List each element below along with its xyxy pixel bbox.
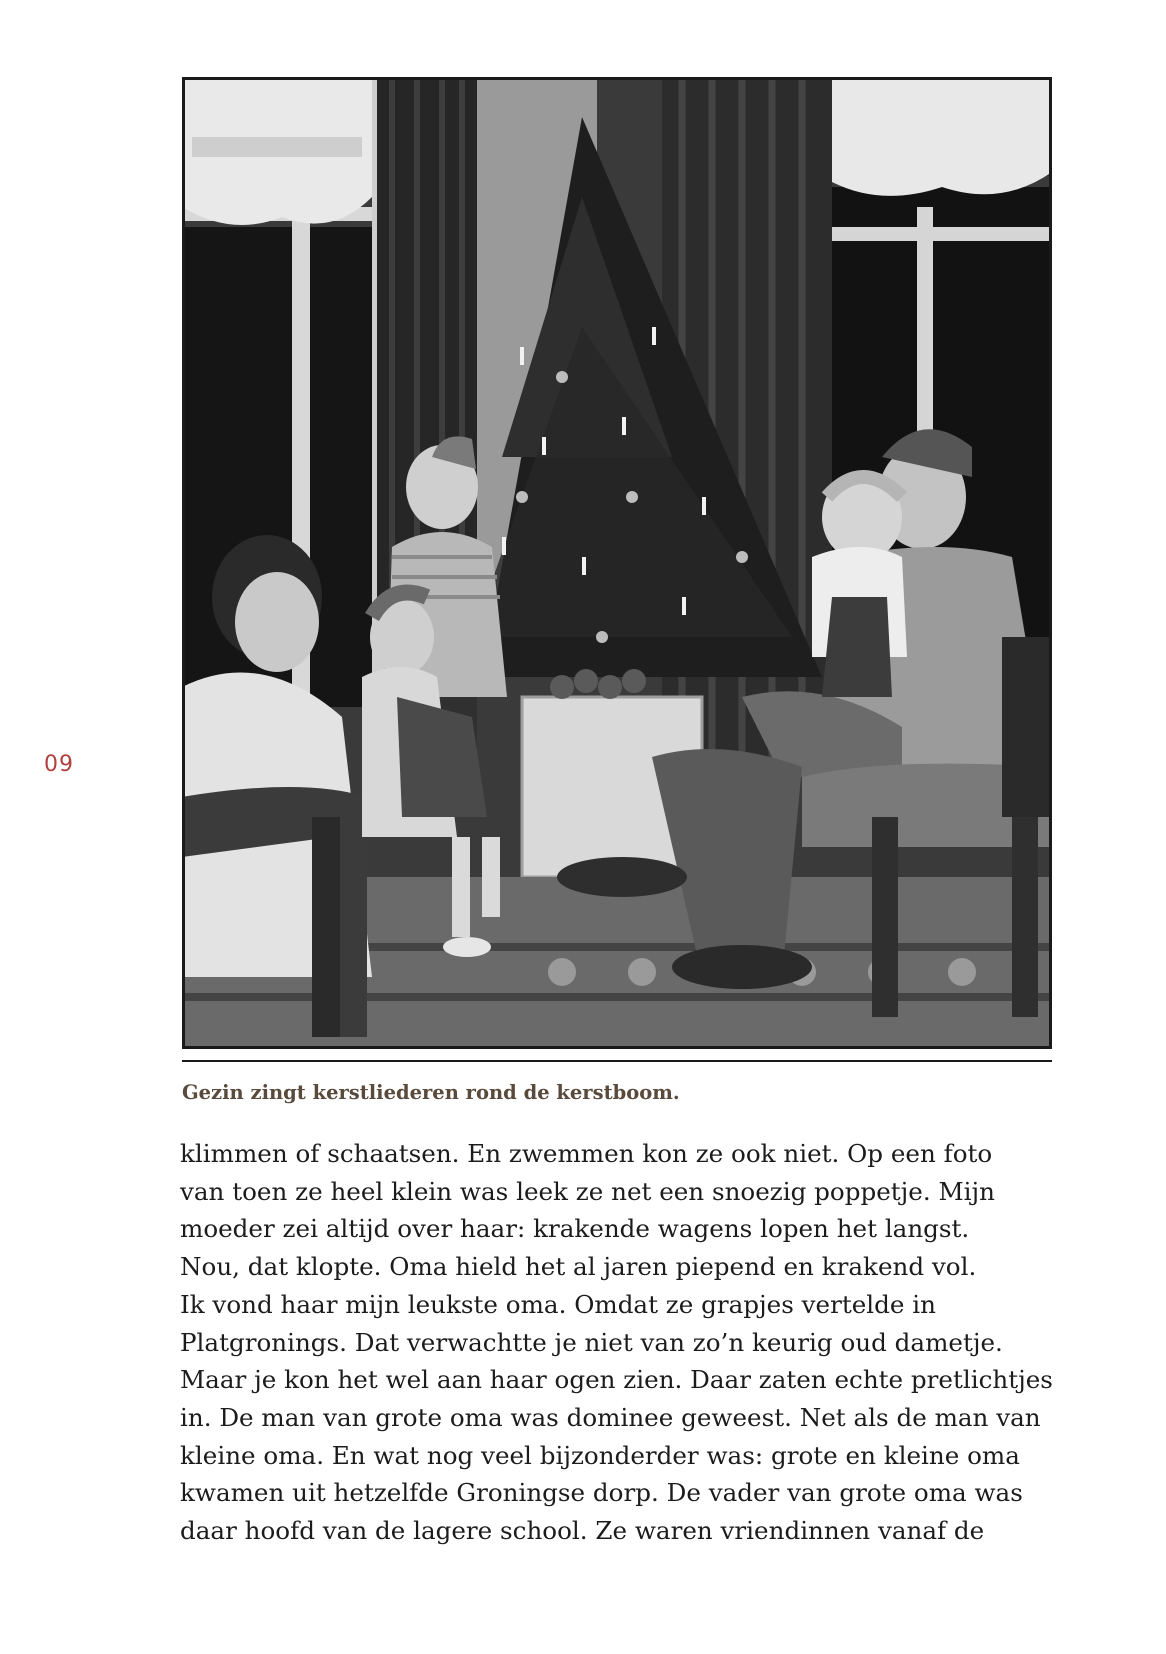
text-line: daar hoofd van de lagere school. Ze waren vriendinnen vanaf de [180,1516,985,1546]
text-line: Platgronings. Dat verwachtte je niet van zo’n keurig oud dametje. [180,1327,1003,1357]
caption-divider [182,1060,1052,1062]
page-number: 09 [44,752,74,777]
text-line: Nou, dat klopte. Oma hield het al jaren piepend en krakend vol. [180,1252,977,1282]
text-line: moeder zei altijd over haar: krakende wagens lopen het langst. [180,1214,970,1244]
text-line: kwamen uit hetzelfde Groningse dorp. De vader van grote oma was [180,1478,1023,1508]
family-christmas-photo [182,77,1052,1049]
body-text [180,1135,1080,1550]
text-line: klimmen of schaatsen. En zwemmen kon ze ook niet. Op een foto [180,1139,993,1168]
text-line: kleine oma. En wat nog veel bijzonderder was: grote en kleine oma [180,1440,1020,1470]
text-line: van toen ze heel klein was leek ze net een snoezig poppetje. Mijn [180,1176,995,1206]
text-line: Ik vond haar mijn leukste oma. Omdat ze grapjes vertelde in [180,1289,936,1319]
photo-caption: Gezin zingt kerstliederen rond de kerstboom. [182,1081,680,1104]
text-line: Maar je kon het wel aan haar ogen zien. Daar zaten echte pretlichtjes [180,1365,1053,1395]
text-line: in. De man van grote oma was dominee geweest. Net als de man van [180,1402,1041,1432]
